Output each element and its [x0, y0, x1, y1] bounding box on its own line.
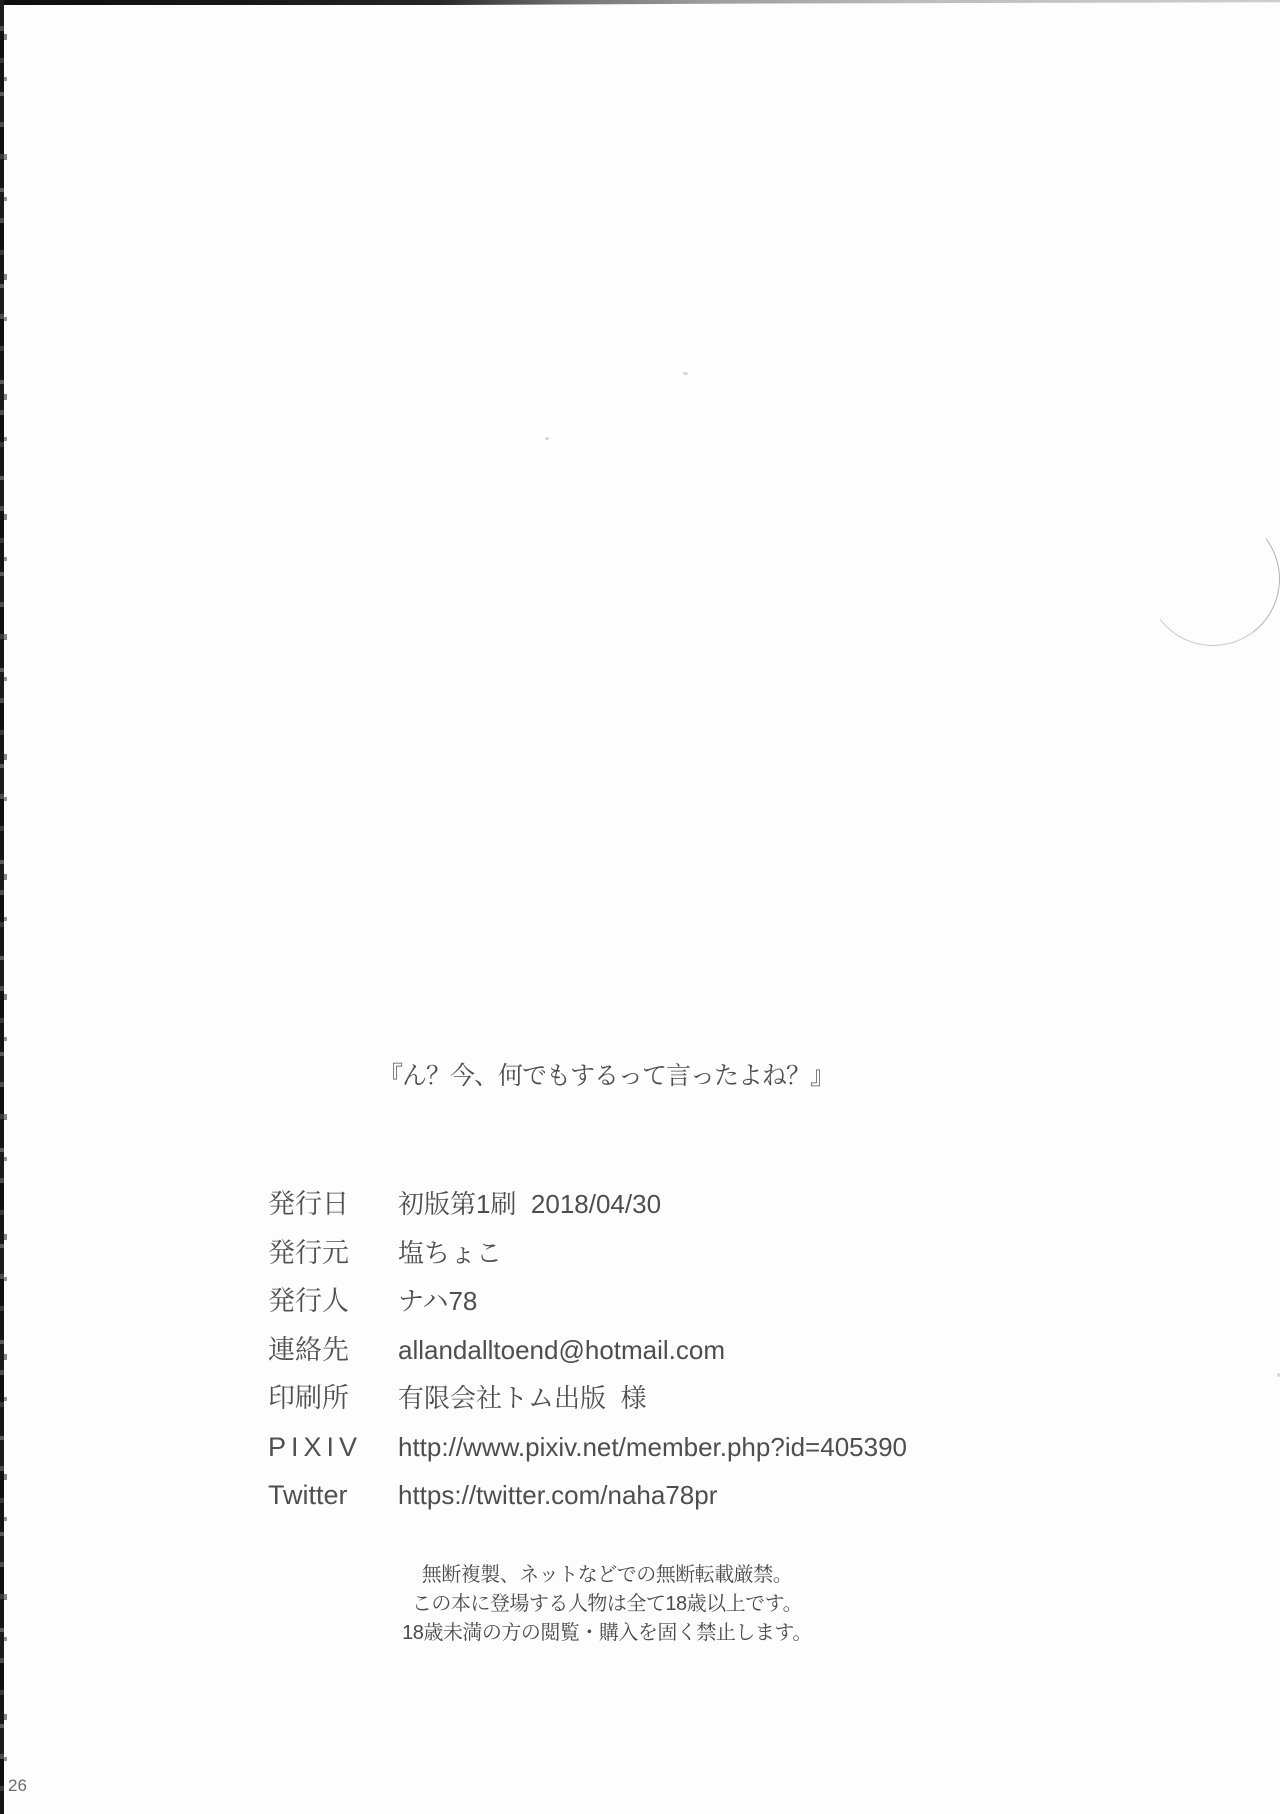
disclaimer [0, 1561, 1214, 1648]
colophon-label: 印刷所 [268, 1383, 349, 1413]
colophon-value: 塩ちょこ [398, 1237, 503, 1268]
colophon-value-pixiv-url: http://www.pixiv.net/member.php?id=405390 [398, 1431, 907, 1462]
colophon-row-author [268, 1285, 1128, 1334]
colophon-table [268, 1188, 1128, 1528]
scan-edge-left-texture [4, 0, 7, 1814]
page-curl-mark [1137, 503, 1280, 654]
disclaimer-line: 18歳未満の方の閲覧・購入を固く禁止します。 [402, 1622, 812, 1644]
colophon-row-printer [268, 1382, 1128, 1431]
disclaimer-line: 無断複製、ネットなどでの無断転載厳禁。 [421, 1564, 793, 1586]
colophon-value: 有限会社トム出版 様 [398, 1383, 647, 1413]
colophon-label: Twitter [268, 1480, 348, 1510]
colophon-label: PIXIV [268, 1431, 363, 1462]
colophon-value: 初版第1刷 2018/04/30 [398, 1189, 662, 1219]
book-title: 『ん？今、何でもするって言ったよね？』 [378, 1062, 835, 1090]
scan-edge-top [0, 0, 1280, 5]
disclaimer-line: この本に登場する人物は全て18歳以上です。 [411, 1593, 803, 1615]
scan-speck [683, 372, 688, 375]
colophon-label: 連絡先 [268, 1334, 349, 1365]
colophon-label: 発行元 [268, 1237, 349, 1268]
colophon-row-contact [268, 1334, 1128, 1383]
colophon-value: ナハ78 [398, 1286, 478, 1316]
colophon-label: 発行日 [268, 1189, 349, 1219]
colophon-value-email: allandalltoend@hotmail.com [398, 1334, 726, 1365]
colophon-row-publisher [268, 1237, 1128, 1286]
colophon-value-twitter-url: https://twitter.com/naha78pr [398, 1480, 718, 1510]
colophon-row-twitter [268, 1479, 1128, 1528]
colophon-label: 発行人 [268, 1286, 349, 1316]
page-number: 26 [8, 1776, 27, 1795]
scan-speck [545, 437, 549, 440]
colophon-row-pixiv [268, 1431, 1128, 1480]
colophon-row-publish-date [268, 1188, 1128, 1237]
